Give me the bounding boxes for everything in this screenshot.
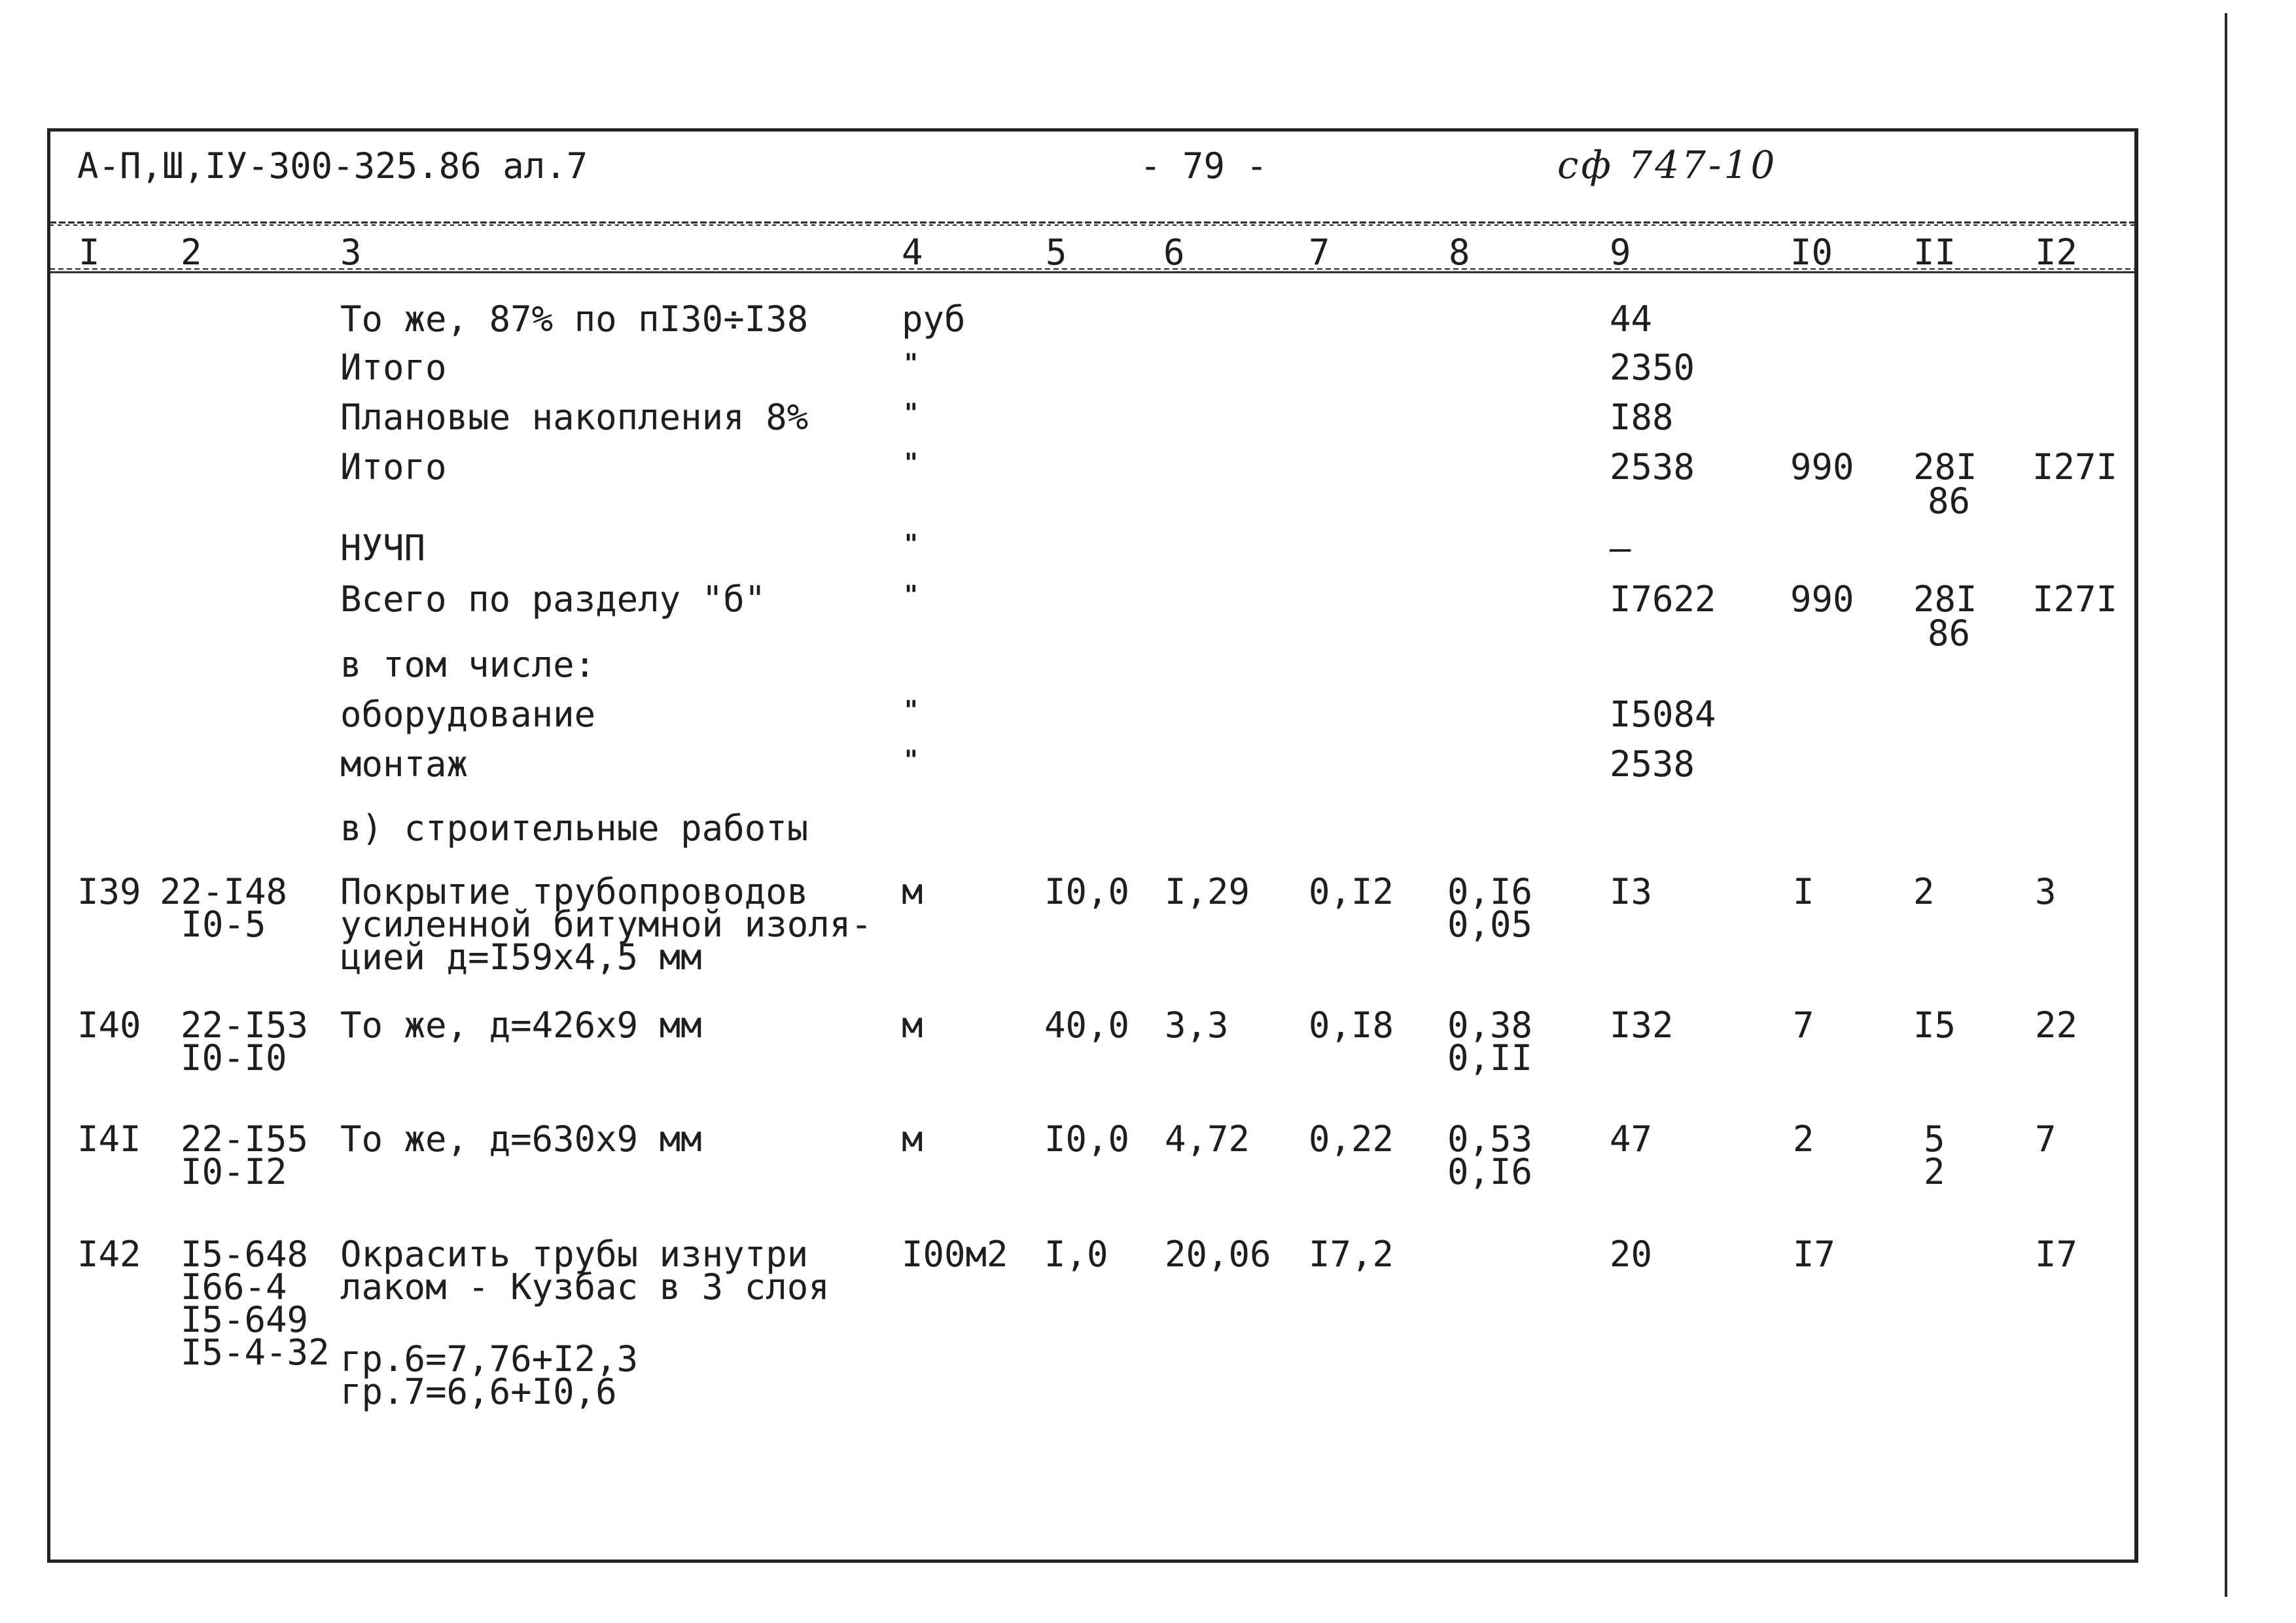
column-number-1: I xyxy=(79,232,100,273)
column-number-7: 7 xyxy=(1309,232,1330,273)
item-code: 22-I48 I0-5 xyxy=(160,871,288,945)
item-col9: I32 xyxy=(1610,1005,1674,1046)
column-number-11: II xyxy=(1913,232,1956,273)
column-number-5: 5 xyxy=(1046,232,1067,273)
column-number-12: I2 xyxy=(2035,232,2078,273)
summary-row-unit: " xyxy=(904,398,918,429)
summary-row-col9: I7622 xyxy=(1610,579,1716,620)
summary-row-text: Итого xyxy=(340,347,447,388)
column-number-9: 9 xyxy=(1610,232,1631,273)
item-col7: 0,I2 xyxy=(1309,871,1394,912)
item-col7: 0,22 xyxy=(1309,1118,1394,1160)
item-col11: 2 xyxy=(1913,871,1935,912)
item-col11: 5 2 xyxy=(1924,1118,1945,1192)
summary-row-col10: 990 xyxy=(1790,446,1854,488)
item-col10: 2 xyxy=(1793,1118,1814,1160)
item-number: I40 xyxy=(77,1005,141,1046)
column-number-8: 8 xyxy=(1449,232,1470,273)
item-number: I4I xyxy=(77,1118,141,1160)
summary-row-col11: 28I xyxy=(1913,579,1977,620)
item-col10: 7 xyxy=(1793,1005,1814,1046)
summary-row-col9: 2538 xyxy=(1610,446,1695,488)
page-number: - 79 - xyxy=(1140,145,1268,187)
summary-row-col11-sub: 86 xyxy=(1928,613,1971,654)
column-number-3: 3 xyxy=(340,232,362,273)
item-number: I42 xyxy=(77,1234,141,1275)
item-col8: 0,53 0,I6 xyxy=(1447,1118,1533,1192)
summary-row-text: в том числе: xyxy=(340,644,596,685)
summary-row-col11-sub: 86 xyxy=(1928,480,1971,522)
summary-row-text: Всего по разделу "б" xyxy=(340,579,766,620)
summary-row-col10: 990 xyxy=(1790,579,1854,620)
summary-row-col9: I5084 xyxy=(1610,694,1716,735)
column-number-2: 2 xyxy=(181,232,202,273)
item-number: I39 xyxy=(77,871,141,912)
summary-row-text: монтаж xyxy=(340,743,468,785)
item-col7: 0,I8 xyxy=(1309,1005,1394,1046)
item-col10: I7 xyxy=(1793,1234,1836,1275)
item-description: То же, д=426x9 мм xyxy=(340,1005,702,1046)
summary-row-col11: 28I xyxy=(1913,446,1977,488)
summary-row-unit: " xyxy=(904,580,918,611)
item-unit: м xyxy=(902,1005,923,1046)
item-note: гр.6=7,76+I2,3 гр.7=6,6+I0,6 xyxy=(340,1338,639,1412)
header-rule-top xyxy=(50,219,2136,229)
item-col12: 22 xyxy=(2035,1005,2078,1046)
item-col9: 20 xyxy=(1610,1234,1653,1275)
item-col7: I7,2 xyxy=(1309,1234,1394,1275)
summary-row-text: Плановые накопления 8% xyxy=(340,397,809,438)
page-edge-line xyxy=(2225,13,2227,1597)
item-col10: I xyxy=(1793,871,1814,912)
item-col9: 47 xyxy=(1610,1118,1653,1160)
item-description: Окрасить трубы изнутри лаком - Кузбас в 3 слоя xyxy=(340,1234,830,1308)
column-number-4: 4 xyxy=(902,232,923,273)
summary-row-text: НУЧП xyxy=(340,527,426,569)
summary-row-col12: I27I xyxy=(2032,579,2118,620)
column-number-10: I0 xyxy=(1790,232,1833,273)
item-code: 22-I55 I0-I2 xyxy=(181,1118,309,1192)
item-col6: 3,3 xyxy=(1165,1005,1229,1046)
summary-row-col9: – xyxy=(1610,527,1631,569)
summary-row-col12: I27I xyxy=(2032,446,2118,488)
item-col6: I,29 xyxy=(1165,871,1250,912)
summary-row-unit: " xyxy=(904,448,918,478)
column-number-6: 6 xyxy=(1163,232,1185,273)
item-unit: I00м2 xyxy=(902,1234,1008,1275)
summary-row-col9: 2350 xyxy=(1610,347,1695,388)
item-col12: I7 xyxy=(2035,1234,2078,1275)
section-heading: в) строительные работы xyxy=(340,808,809,849)
summary-row-unit: руб xyxy=(902,298,966,340)
item-col8: 0,38 0,II xyxy=(1447,1005,1533,1079)
summary-row-text: Итого xyxy=(340,446,447,488)
item-col6: 20,06 xyxy=(1165,1234,1271,1275)
item-col5: 40,0 xyxy=(1044,1005,1130,1046)
item-col12: 7 xyxy=(2035,1118,2057,1160)
item-unit: м xyxy=(902,871,923,912)
item-col11: I5 xyxy=(1913,1005,1956,1046)
item-description: То же, д=630x9 мм xyxy=(340,1118,702,1160)
item-col12: 3 xyxy=(2035,871,2057,912)
summary-row-col9: I88 xyxy=(1610,397,1674,438)
item-col5: I,0 xyxy=(1044,1234,1108,1275)
summary-row-col9: 44 xyxy=(1610,298,1653,340)
summary-row-text: То же, 87% по пI30÷I38 xyxy=(340,298,809,340)
item-unit: м xyxy=(902,1118,923,1160)
summary-row-unit: " xyxy=(904,695,918,726)
summary-row-unit: " xyxy=(904,745,918,776)
summary-row-text: оборудование xyxy=(340,694,596,735)
item-code: I5-648 I66-4 I5-649 I5-4-32 xyxy=(181,1234,330,1373)
item-col9: I3 xyxy=(1610,871,1653,912)
item-col5: I0,0 xyxy=(1044,1118,1130,1160)
document-code: А-П,Ш,IУ-300-325.86 ал.7 xyxy=(77,145,588,187)
summary-row-unit: " xyxy=(904,348,918,379)
summary-row-col9: 2538 xyxy=(1610,743,1695,785)
item-col6: 4,72 xyxy=(1165,1118,1250,1160)
item-col8: 0,I6 0,05 xyxy=(1447,871,1533,945)
handwritten-code: сф 747-10 xyxy=(1557,143,1778,187)
item-col5: I0,0 xyxy=(1044,871,1130,912)
item-code: 22-I53 I0-I0 xyxy=(181,1005,309,1079)
item-description: Покрытие трубопроводов усиленной битумной изоля- цией д=I59x4,5 мм xyxy=(340,871,872,978)
summary-row-unit: " xyxy=(904,529,918,560)
